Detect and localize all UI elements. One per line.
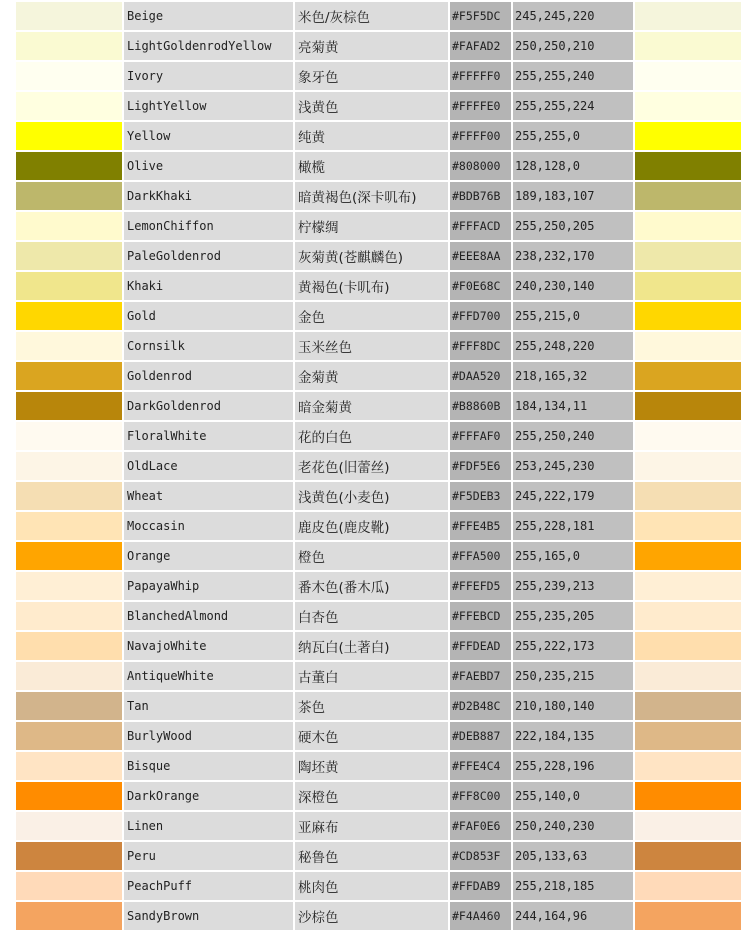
color-swatch-left — [16, 272, 122, 300]
color-row — [16, 872, 741, 900]
color-chinese-name: 亚麻布 — [295, 812, 448, 840]
color-swatch-right — [635, 512, 741, 540]
color-swatch-left — [16, 752, 122, 780]
color-swatch-right — [635, 182, 741, 210]
color-swatch-left — [16, 872, 122, 900]
color-chinese-name: 浅黄色(小麦色) — [295, 482, 448, 510]
color-swatch-left — [16, 662, 122, 690]
color-swatch-left — [16, 812, 122, 840]
color-hex: #F0E68C — [450, 272, 511, 300]
color-row — [16, 212, 741, 240]
color-row — [16, 152, 741, 180]
color-hex: #FFEBCD — [450, 602, 511, 630]
color-chinese-name: 亮菊黄 — [295, 32, 448, 60]
color-row — [16, 692, 741, 720]
color-swatch-right — [635, 782, 741, 810]
color-swatch-left — [16, 212, 122, 240]
color-swatch-right — [635, 692, 741, 720]
color-row — [16, 452, 741, 480]
color-name: Gold — [124, 302, 293, 330]
color-name: AntiqueWhite — [124, 662, 293, 690]
color-rgb: 250,240,230 — [513, 812, 633, 840]
color-chinese-name: 暗黄褐色(深卡叽布) — [295, 182, 448, 210]
color-swatch-right — [635, 722, 741, 750]
color-chinese-name: 硬木色 — [295, 722, 448, 750]
color-swatch-left — [16, 302, 122, 330]
color-rgb: 255,235,205 — [513, 602, 633, 630]
color-row — [16, 512, 741, 540]
color-chinese-name: 白杏色 — [295, 602, 448, 630]
color-chinese-name: 古董白 — [295, 662, 448, 690]
color-swatch-right — [635, 332, 741, 360]
color-row — [16, 662, 741, 690]
color-rgb: 189,183,107 — [513, 182, 633, 210]
color-name: BurlyWood — [124, 722, 293, 750]
color-name: PeachPuff — [124, 872, 293, 900]
color-row — [16, 392, 741, 420]
color-swatch-right — [635, 62, 741, 90]
color-hex: #FFE4B5 — [450, 512, 511, 540]
color-row — [16, 902, 741, 930]
color-swatch-right — [635, 92, 741, 120]
color-name: LightYellow — [124, 92, 293, 120]
color-row — [16, 272, 741, 300]
color-chinese-name: 柠檬绸 — [295, 212, 448, 240]
color-swatch-right — [635, 392, 741, 420]
color-name: Khaki — [124, 272, 293, 300]
color-name: Cornsilk — [124, 332, 293, 360]
color-chinese-name: 黄褐色(卡叽布) — [295, 272, 448, 300]
color-chinese-name: 老花色(旧蕾丝) — [295, 452, 448, 480]
color-chinese-name: 金色 — [295, 302, 448, 330]
color-chinese-name: 番木色(番木瓜) — [295, 572, 448, 600]
color-swatch-left — [16, 902, 122, 930]
color-swatch-left — [16, 482, 122, 510]
color-hex: #FFFF00 — [450, 122, 511, 150]
color-hex: #FDF5E6 — [450, 452, 511, 480]
color-chinese-name: 茶色 — [295, 692, 448, 720]
color-rgb: 253,245,230 — [513, 452, 633, 480]
color-rgb: 244,164,96 — [513, 902, 633, 930]
color-rgb: 255,250,205 — [513, 212, 633, 240]
color-chinese-name: 金菊黄 — [295, 362, 448, 390]
color-hex: #BDB76B — [450, 182, 511, 210]
color-rgb: 250,235,215 — [513, 662, 633, 690]
color-swatch-right — [635, 872, 741, 900]
color-swatch-right — [635, 842, 741, 870]
color-rgb: 255,255,0 — [513, 122, 633, 150]
color-hex: #FFFACD — [450, 212, 511, 240]
color-row — [16, 422, 741, 450]
color-swatch-left — [16, 92, 122, 120]
color-rgb: 255,228,181 — [513, 512, 633, 540]
color-name: Peru — [124, 842, 293, 870]
color-hex: #FAFAD2 — [450, 32, 511, 60]
color-hex: #EEE8AA — [450, 242, 511, 270]
color-name: Goldenrod — [124, 362, 293, 390]
color-row — [16, 842, 741, 870]
color-swatch-right — [635, 272, 741, 300]
color-name: Bisque — [124, 752, 293, 780]
color-row — [16, 2, 741, 30]
color-rgb: 255,239,213 — [513, 572, 633, 600]
color-hex: #808000 — [450, 152, 511, 180]
color-chinese-name: 陶坯黄 — [295, 752, 448, 780]
color-row — [16, 482, 741, 510]
color-rgb: 255,165,0 — [513, 542, 633, 570]
color-swatch-right — [635, 302, 741, 330]
color-name: Yellow — [124, 122, 293, 150]
color-swatch-left — [16, 692, 122, 720]
color-hex: #DEB887 — [450, 722, 511, 750]
color-row — [16, 812, 741, 840]
color-swatch-left — [16, 62, 122, 90]
color-rgb: 222,184,135 — [513, 722, 633, 750]
color-name: DarkGoldenrod — [124, 392, 293, 420]
color-hex: #FAF0E6 — [450, 812, 511, 840]
color-hex: #FFFAF0 — [450, 422, 511, 450]
color-rgb: 238,232,170 — [513, 242, 633, 270]
color-rgb: 255,255,240 — [513, 62, 633, 90]
color-swatch-right — [635, 752, 741, 780]
color-hex: #DAA520 — [450, 362, 511, 390]
color-row — [16, 542, 741, 570]
color-rgb: 240,230,140 — [513, 272, 633, 300]
color-swatch-left — [16, 392, 122, 420]
color-swatch-right — [635, 452, 741, 480]
color-hex: #FFFFE0 — [450, 92, 511, 120]
color-swatch-left — [16, 122, 122, 150]
color-swatch-left — [16, 362, 122, 390]
color-name: Tan — [124, 692, 293, 720]
color-row — [16, 302, 741, 330]
color-hex: #FFE4C4 — [450, 752, 511, 780]
color-name: Orange — [124, 542, 293, 570]
color-row — [16, 782, 741, 810]
color-chinese-name: 沙棕色 — [295, 902, 448, 930]
color-swatch-right — [635, 212, 741, 240]
color-swatch-left — [16, 572, 122, 600]
color-row — [16, 62, 741, 90]
color-row — [16, 242, 741, 270]
color-chinese-name: 秘鲁色 — [295, 842, 448, 870]
color-swatch-left — [16, 422, 122, 450]
color-swatch-right — [635, 2, 741, 30]
color-hex: #FF8C00 — [450, 782, 511, 810]
color-swatch-left — [16, 182, 122, 210]
color-hex: #FFDEAD — [450, 632, 511, 660]
color-hex: #FAEBD7 — [450, 662, 511, 690]
color-rgb: 210,180,140 — [513, 692, 633, 720]
color-row — [16, 362, 741, 390]
color-swatch-left — [16, 602, 122, 630]
color-swatch-left — [16, 782, 122, 810]
color-hex: #F5F5DC — [450, 2, 511, 30]
color-rgb: 128,128,0 — [513, 152, 633, 180]
color-rgb: 245,245,220 — [513, 2, 633, 30]
color-rgb: 255,228,196 — [513, 752, 633, 780]
color-hex: #FFF8DC — [450, 332, 511, 360]
color-swatch-left — [16, 332, 122, 360]
color-swatch-left — [16, 842, 122, 870]
color-hex: #FFA500 — [450, 542, 511, 570]
color-swatch-left — [16, 512, 122, 540]
color-swatch-right — [635, 662, 741, 690]
color-swatch-right — [635, 812, 741, 840]
color-name: Moccasin — [124, 512, 293, 540]
color-name: FloralWhite — [124, 422, 293, 450]
color-name: LightGoldenrodYellow — [124, 32, 293, 60]
color-name: DarkOrange — [124, 782, 293, 810]
color-swatch-left — [16, 722, 122, 750]
color-swatch-left — [16, 242, 122, 270]
color-hex: #CD853F — [450, 842, 511, 870]
color-swatch-right — [635, 632, 741, 660]
color-chinese-name: 玉米丝色 — [295, 332, 448, 360]
color-chinese-name: 橙色 — [295, 542, 448, 570]
color-name: NavajoWhite — [124, 632, 293, 660]
color-table — [14, 0, 743, 932]
color-row — [16, 602, 741, 630]
color-row — [16, 332, 741, 360]
color-rgb: 255,140,0 — [513, 782, 633, 810]
color-name: Linen — [124, 812, 293, 840]
color-hex: #B8860B — [450, 392, 511, 420]
color-rgb: 255,218,185 — [513, 872, 633, 900]
color-name: Beige — [124, 2, 293, 30]
color-table-body — [16, 2, 741, 930]
color-swatch-right — [635, 422, 741, 450]
color-row — [16, 752, 741, 780]
color-swatch-right — [635, 362, 741, 390]
color-chinese-name: 花的白色 — [295, 422, 448, 450]
color-row — [16, 572, 741, 600]
color-hex: #F5DEB3 — [450, 482, 511, 510]
color-name: Olive — [124, 152, 293, 180]
color-swatch-right — [635, 32, 741, 60]
color-rgb: 255,255,224 — [513, 92, 633, 120]
color-chinese-name: 浅黄色 — [295, 92, 448, 120]
color-row — [16, 122, 741, 150]
color-rgb: 245,222,179 — [513, 482, 633, 510]
color-swatch-left — [16, 32, 122, 60]
color-rgb: 255,215,0 — [513, 302, 633, 330]
color-hex: #FFFFF0 — [450, 62, 511, 90]
color-swatch-left — [16, 2, 122, 30]
color-swatch-left — [16, 542, 122, 570]
color-row — [16, 632, 741, 660]
color-name: SandyBrown — [124, 902, 293, 930]
color-name: BlanchedAlmond — [124, 602, 293, 630]
color-name: PapayaWhip — [124, 572, 293, 600]
color-swatch-right — [635, 152, 741, 180]
color-rgb: 255,222,173 — [513, 632, 633, 660]
color-swatch-left — [16, 632, 122, 660]
color-hex: #F4A460 — [450, 902, 511, 930]
color-hex: #D2B48C — [450, 692, 511, 720]
color-swatch-right — [635, 122, 741, 150]
color-rgb: 255,250,240 — [513, 422, 633, 450]
color-name: DarkKhaki — [124, 182, 293, 210]
color-name: OldLace — [124, 452, 293, 480]
color-chinese-name: 纳瓦白(土著白) — [295, 632, 448, 660]
color-swatch-right — [635, 572, 741, 600]
color-row — [16, 92, 741, 120]
color-chinese-name: 象牙色 — [295, 62, 448, 90]
color-chinese-name: 桃肉色 — [295, 872, 448, 900]
color-chinese-name: 灰菊黄(苍麒麟色) — [295, 242, 448, 270]
color-hex: #FFEFD5 — [450, 572, 511, 600]
color-chinese-name: 深橙色 — [295, 782, 448, 810]
color-chinese-name: 米色/灰棕色 — [295, 2, 448, 30]
color-swatch-right — [635, 602, 741, 630]
color-swatch-right — [635, 482, 741, 510]
color-name: Ivory — [124, 62, 293, 90]
color-rgb: 255,248,220 — [513, 332, 633, 360]
color-hex: #FFD700 — [450, 302, 511, 330]
color-rgb: 218,165,32 — [513, 362, 633, 390]
color-chinese-name: 橄榄 — [295, 152, 448, 180]
color-swatch-left — [16, 452, 122, 480]
color-row — [16, 722, 741, 750]
color-swatch-left — [16, 152, 122, 180]
color-name: LemonChiffon — [124, 212, 293, 240]
color-chinese-name: 鹿皮色(鹿皮靴) — [295, 512, 448, 540]
color-swatch-right — [635, 242, 741, 270]
color-chinese-name: 暗金菊黄 — [295, 392, 448, 420]
color-name: Wheat — [124, 482, 293, 510]
color-name: PaleGoldenrod — [124, 242, 293, 270]
color-rgb: 184,134,11 — [513, 392, 633, 420]
color-rgb: 205,133,63 — [513, 842, 633, 870]
color-rgb: 250,250,210 — [513, 32, 633, 60]
color-swatch-right — [635, 902, 741, 930]
color-row — [16, 32, 741, 60]
color-swatch-right — [635, 542, 741, 570]
color-chinese-name: 纯黄 — [295, 122, 448, 150]
color-row — [16, 182, 741, 210]
color-hex: #FFDAB9 — [450, 872, 511, 900]
